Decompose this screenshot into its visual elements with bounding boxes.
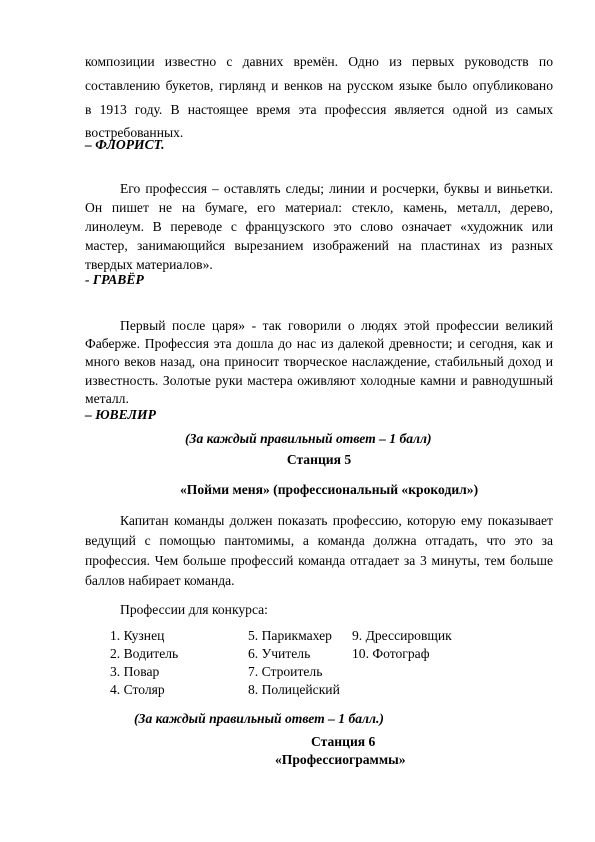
profession-item: 8. Полицейский (248, 682, 340, 697)
profession-item: 4. Столяр (110, 682, 165, 697)
paragraph-jeweler-line-5: металл. (85, 391, 129, 406)
profession-item: 1. Кузнец (110, 628, 165, 643)
paragraph-florist-line-3: в 1913 году. В настоящее время эта профессия является одной из самых (85, 102, 553, 117)
station-5-rules-line-3: профессия. Чем больше профессий команда отгадает за 3 минуты, тем больше (85, 553, 553, 568)
station-5-rules-line-4: баллов набирает команда. (85, 573, 235, 588)
paragraph-engraver-line-5: твердых материалов». (85, 257, 213, 272)
paragraph-engraver-line-3: линолеум. В переводе с французского это слово означает «художник или (85, 219, 553, 234)
answer-jeweler: – ЮВЕЛИР (85, 407, 156, 422)
paragraph-jeweler-line-4: известность. Золотые руки мастера оживляют холодные камни и равнодушный (85, 373, 553, 388)
paragraph-engraver-line-4: мастер, занимающийся вырезанием изображений на пластинах из разных (85, 238, 553, 253)
profession-item: 2. Водитель (110, 646, 179, 661)
station-6-subtitle: «Профессиограммы» (275, 752, 406, 767)
paragraph-jeweler-line-2: Фаберже. Профессия эта дошла до нас из далекой древности; и сегодня, как и (85, 336, 553, 351)
paragraph-engraver-line-1: Его профессия – оставлять следы; линии и росчерки, буквы и виньетки. (120, 181, 553, 196)
profession-item: 10. Фотограф (352, 646, 430, 661)
score-note-1: (За каждый правильный ответ – 1 балл) (185, 431, 432, 446)
station-5-rules-line-2: ведущий с помощью пантомимы, а команда должна отгадать, что это за (85, 533, 553, 548)
station-5-title: Станция 5 (286, 452, 352, 467)
paragraph-florist-line-2: составлению букетов, гирлянд и венков на русском языке было опубликовано (85, 78, 553, 93)
station-6-title: Станция 6 (311, 734, 376, 749)
paragraph-florist-line-1: композиции известно с давних времён. Одно из первых руководств по (85, 54, 553, 69)
profession-item: 3. Повар (110, 664, 160, 679)
paragraph-engraver-line-2: Он пишет не на бумаге, его материал: стекло, камень, металл, дерево, (85, 200, 553, 215)
paragraph-jeweler-line-3: много веков назад, она приносит творческое наслаждение, стабильный доход и (85, 354, 553, 369)
profession-item: 6. Учитель (248, 646, 311, 661)
station-5-rules-line-1: Капитан команды должен показать профессию, которую ему показывает (120, 513, 553, 528)
profession-item: 7. Строитель (248, 664, 323, 679)
profession-item: 5. Парикмахер (248, 628, 332, 643)
profession-item: 9. Дрессировщик (352, 628, 452, 643)
professions-heading: Профессии для конкурса: (120, 602, 268, 617)
paragraph-florist-line-4: востребованных. (85, 125, 184, 140)
station-5-subtitle: «Пойми меня» (профессиональный «крокодил») (180, 482, 479, 497)
answer-florist: – ФЛОРИСТ. (85, 137, 165, 152)
score-note-2: (За каждый правильный ответ – 1 балл.) (134, 711, 384, 726)
answer-engraver: - ГРАВЁР (85, 272, 144, 287)
paragraph-jeweler-line-1: Первый после царя» - так говорили о людях этой профессии великий (120, 318, 553, 333)
